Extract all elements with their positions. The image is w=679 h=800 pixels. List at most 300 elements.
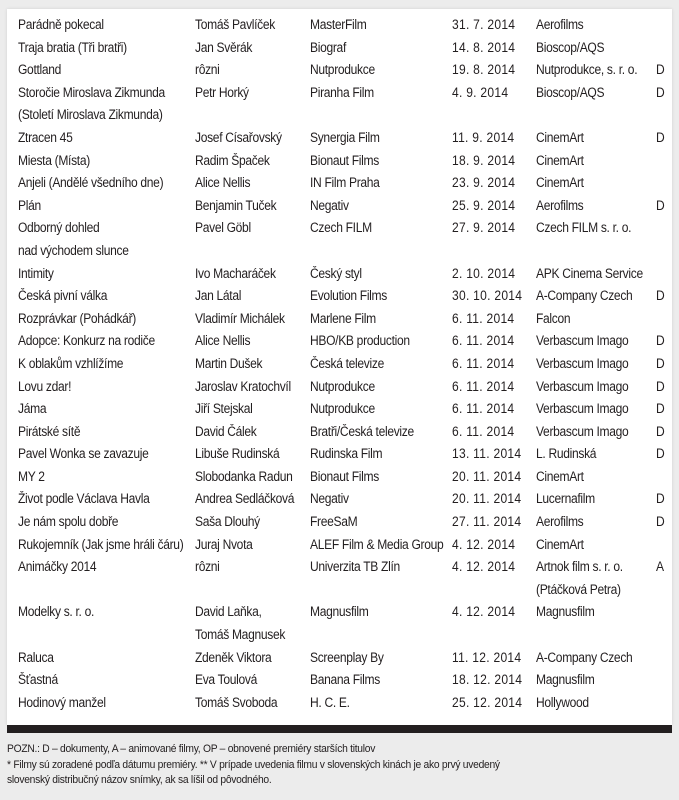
premiere-date: 11. 9. 2014 — [452, 129, 515, 145]
film-producer-cell — [310, 285, 387, 308]
film-director: Tomáš Pavlíček — [195, 17, 275, 32]
film-distributor: Bioscop/AQS — [536, 39, 605, 55]
film-title: K oblakům vzhlížíme — [18, 355, 124, 371]
film-producer-cell — [310, 172, 380, 195]
film-distributor-cell — [536, 150, 584, 173]
film-title-cell — [18, 14, 104, 37]
film-title: Jáma — [18, 401, 47, 417]
premiere-date-cell — [452, 511, 521, 534]
film-title: Intimity — [18, 265, 54, 281]
premiere-date: 13. 11. 2014 — [452, 446, 522, 462]
film-producer-cell — [310, 353, 384, 376]
premiere-date: 14. 8. 2014 — [452, 39, 516, 55]
film-director: Zdeněk Viktora — [195, 649, 272, 665]
table-row — [7, 488, 672, 511]
film-producer: HBO/KB production — [310, 333, 410, 349]
premiere-date-cell — [452, 353, 514, 376]
film-distributor-cell — [536, 195, 583, 218]
film-title-cell — [18, 82, 165, 127]
premiere-date-cell — [452, 59, 515, 82]
film-type: D — [656, 197, 665, 213]
film-title-cell — [18, 692, 106, 715]
table-row — [7, 511, 672, 534]
film-title: MY 2 — [18, 468, 45, 484]
premiere-date: 4. 12. 2014 — [452, 559, 516, 575]
table-row — [7, 466, 672, 489]
film-title: Lovu zdar! — [18, 378, 72, 394]
film-title-cell — [18, 376, 71, 399]
film-producer-cell — [310, 308, 376, 331]
film-title-cell — [18, 556, 96, 579]
film-type-cell — [656, 421, 664, 444]
film-producer-cell — [310, 647, 384, 670]
premiere-date-cell — [452, 150, 515, 173]
film-title: Život podle Václava Havla — [18, 491, 150, 507]
film-title-cell — [18, 263, 54, 286]
film-distributor: APK Cinema Service — [536, 265, 643, 281]
film-title: Je nám spolu dobře — [18, 514, 119, 530]
premiere-date: 6. 11. 2014 — [452, 310, 515, 326]
film-title-cell — [18, 534, 183, 557]
premiere-date-cell — [452, 127, 514, 150]
film-producer: Magnusfilm — [310, 604, 369, 620]
film-director-cell — [195, 308, 285, 331]
table-row — [7, 534, 672, 557]
film-table-panel — [7, 9, 672, 725]
film-title-cell — [18, 669, 58, 692]
film-producer: Negativ — [310, 197, 349, 213]
table-row — [7, 601, 672, 646]
premiere-date: 31. 7. 2014 — [452, 17, 516, 32]
film-title-cell — [18, 150, 90, 173]
film-director-cell — [195, 37, 252, 60]
premiere-date-cell — [452, 466, 521, 489]
film-producer: ALEF Film & Media Group — [310, 536, 444, 552]
table-row — [7, 82, 672, 127]
film-type: D — [656, 62, 665, 78]
film-producer-cell — [310, 556, 400, 579]
table-bottom-bar — [7, 725, 672, 733]
premiere-date: 6. 11. 2014 — [452, 355, 515, 371]
film-producer-cell — [310, 263, 362, 286]
film-type: D — [656, 514, 665, 530]
film-director-cell — [195, 376, 291, 399]
film-director-cell — [195, 511, 260, 534]
film-director-cell — [195, 669, 257, 692]
premiere-date-cell — [452, 330, 514, 353]
premiere-date: 25. 9. 2014 — [452, 197, 516, 213]
premiere-date-cell — [452, 421, 514, 444]
table-row — [7, 195, 672, 218]
table-row — [7, 308, 672, 331]
film-distributor-cell — [536, 601, 594, 624]
film-distributor-cell — [536, 692, 589, 715]
film-producer: Univerzita TB Zlín — [310, 559, 400, 575]
film-director: David Laňka, — [195, 604, 262, 620]
film-type: D — [656, 288, 665, 304]
film-director-cell — [195, 59, 220, 82]
premiere-date-cell — [452, 647, 521, 670]
film-director: Slobodanka Radun — [195, 468, 293, 484]
film-distributor: Verbascum Imago — [536, 401, 629, 417]
film-distributor: Aerofilms — [536, 197, 584, 213]
film-director: Vladimír Michálek — [195, 310, 285, 326]
film-distributor: Bioscop/AQS — [536, 84, 605, 100]
film-type-cell — [656, 398, 664, 421]
film-title-cell — [18, 127, 72, 150]
premiere-date-cell — [452, 37, 515, 60]
film-producer-cell — [310, 488, 349, 511]
film-director: Martin Dušek — [195, 355, 263, 371]
film-distributor-cell — [536, 308, 570, 331]
film-title-cell — [18, 172, 163, 195]
premiere-date-cell — [452, 601, 515, 624]
film-distributor-cell — [536, 443, 596, 466]
premiere-date-cell — [452, 172, 515, 195]
film-distributor: CinemArt — [536, 129, 584, 145]
film-director-cell — [195, 466, 292, 489]
film-distributor-cell — [536, 488, 595, 511]
premiere-date-cell — [452, 14, 515, 37]
film-type: D — [656, 423, 665, 439]
film-table — [7, 14, 672, 714]
footnote-sorting: * Filmy sú zoradené podľa dátumu premiéry. ** V prípade uvedenia filmu v slovenských kinách je ako prvý uvedený — [7, 758, 500, 771]
film-title: Modelky s. r. o. — [18, 604, 95, 620]
film-director-cell — [195, 534, 252, 557]
film-director: Josef Císařovský — [195, 129, 282, 145]
film-distributor-cell — [536, 466, 584, 489]
film-director-cell — [195, 443, 279, 466]
premiere-date: 4. 12. 2014 — [452, 536, 516, 552]
film-director-cell — [195, 421, 257, 444]
film-director: rôzni — [195, 559, 220, 575]
table-row — [7, 37, 672, 60]
film-producer-cell — [310, 82, 374, 105]
film-title: Miesta (Místa) — [18, 152, 90, 168]
film-distributor-cell — [536, 285, 632, 308]
film-distributor: CinemArt — [536, 536, 584, 552]
table-row — [7, 647, 672, 670]
film-director: Benjamin Tuček — [195, 197, 277, 213]
premiere-date: 27. 11. 2014 — [452, 514, 522, 530]
film-director: Libuše Rudinská — [195, 446, 280, 462]
film-title-cell — [18, 285, 107, 308]
film-producer: Česká televize — [310, 355, 384, 371]
table-row — [7, 398, 672, 421]
film-director-cell — [195, 398, 253, 421]
premiere-date: 2. 10. 2014 — [452, 265, 516, 281]
film-director: Jaroslav Kratochvíl — [195, 378, 291, 394]
premiere-date-cell — [452, 195, 515, 218]
film-title: Ztracen 45 — [18, 129, 73, 145]
film-director: Pavel Göbl — [195, 220, 251, 236]
film-distributor-cell — [536, 127, 584, 150]
film-distributor-cell — [536, 421, 628, 444]
film-director: Alice Nellis — [195, 333, 251, 349]
film-director-cell — [195, 150, 270, 173]
premiere-date: 18. 12. 2014 — [452, 672, 523, 688]
film-producer: Český styl — [310, 265, 362, 281]
table-row — [7, 692, 672, 715]
film-distributor-cell — [536, 37, 604, 60]
premiere-date-cell — [452, 488, 521, 511]
film-producer-cell — [310, 601, 368, 624]
film-title: Pavel Wonka se zavazuje — [18, 446, 149, 462]
film-director: Jan Svěrák — [195, 39, 253, 55]
film-type-cell — [656, 556, 664, 579]
film-director-cell — [195, 217, 251, 240]
film-distributor-cell — [536, 14, 583, 37]
table-row — [7, 330, 672, 353]
film-director-cell — [195, 172, 250, 195]
premiere-date: 18. 9. 2014 — [452, 152, 516, 168]
table-row — [7, 263, 672, 286]
film-director: Andrea Sedláčková — [195, 491, 295, 507]
film-producer: FreeSaM — [310, 514, 358, 530]
table-row — [7, 421, 672, 444]
film-distributor-cell — [536, 59, 637, 82]
table-row — [7, 217, 672, 262]
table-row — [7, 443, 672, 466]
film-director: Radim Špaček — [195, 152, 270, 168]
premiere-date-cell — [452, 556, 515, 579]
film-title-cell — [18, 511, 118, 534]
film-director-cell — [195, 601, 285, 646]
film-distributor: CinemArt — [536, 468, 584, 484]
film-title-cell — [18, 443, 149, 466]
premiere-date: 6. 11. 2014 — [452, 378, 515, 394]
film-director: Jan Látal — [195, 288, 242, 304]
film-type: D — [656, 491, 665, 507]
film-type: A — [656, 559, 664, 575]
film-title-cell — [18, 647, 54, 670]
film-producer-cell — [310, 14, 366, 37]
film-director-cell — [195, 82, 249, 105]
premiere-date: 6. 11. 2014 — [452, 423, 515, 439]
film-distributor-cell — [536, 172, 584, 195]
film-producer: Nutprodukce — [310, 378, 375, 394]
film-producer-cell — [310, 150, 379, 173]
film-distributor-cell — [536, 534, 584, 557]
film-distributor: (Ptáčková Petra) — [536, 581, 621, 597]
film-distributor-cell — [536, 511, 583, 534]
premiere-date-cell — [452, 376, 514, 399]
film-distributor: CinemArt — [536, 152, 584, 168]
film-distributor: Falcon — [536, 310, 571, 326]
film-director-cell — [195, 556, 220, 579]
premiere-date: 19. 8. 2014 — [452, 62, 516, 78]
table-row — [7, 14, 672, 37]
film-producer-cell — [310, 330, 410, 353]
footnotes — [7, 742, 619, 789]
film-title: Gottland — [18, 62, 62, 78]
film-type: D — [656, 333, 665, 349]
film-title-cell — [18, 59, 61, 82]
film-producer: Nutprodukce — [310, 62, 375, 78]
film-producer-cell — [310, 195, 349, 218]
film-distributor-cell — [536, 647, 632, 670]
film-director: Tomáš Svoboda — [195, 694, 278, 710]
film-title: Raluca — [18, 649, 54, 665]
film-distributor: Aerofilms — [536, 514, 584, 530]
premiere-date-cell — [452, 692, 522, 715]
film-distributor: Czech FILM s. r. o. — [536, 220, 632, 236]
film-producer-cell — [310, 37, 346, 60]
film-distributor: Verbascum Imago — [536, 423, 629, 439]
film-distributor: A-Company Czech — [536, 649, 633, 665]
film-title: Rukojemník (Jak jsme hráli čáru) — [18, 536, 184, 552]
film-producer-cell — [310, 669, 380, 692]
table-row — [7, 172, 672, 195]
premiere-date: 4. 9. 2014 — [452, 84, 509, 100]
film-title: Šťastná — [18, 672, 58, 688]
film-title: Traja bratia (Tři bratři) — [18, 39, 127, 55]
film-producer-cell — [310, 692, 350, 715]
film-type-cell — [656, 376, 664, 399]
film-type: D — [656, 84, 665, 100]
film-producer: Bratři/Česká televize — [310, 423, 414, 439]
film-producer: Biograf — [310, 39, 346, 55]
film-distributor-cell — [536, 556, 623, 601]
film-distributor: Nutprodukce, s. r. o. — [536, 62, 638, 78]
film-type-cell — [656, 330, 664, 353]
film-producer: Evolution Films — [310, 288, 387, 304]
film-director: Eva Toulová — [195, 672, 257, 688]
film-distributor-cell — [536, 330, 628, 353]
film-type-cell — [656, 353, 664, 376]
film-distributor: A-Company Czech — [536, 288, 633, 304]
film-producer-cell — [310, 534, 443, 557]
premiere-date: 23. 9. 2014 — [452, 175, 516, 191]
film-type: D — [656, 446, 665, 462]
premiere-date: 20. 11. 2014 — [452, 468, 522, 484]
film-title: Adopce: Konkurz na rodiče — [18, 333, 155, 349]
film-distributor-cell — [536, 217, 631, 240]
footnote-legend: POZN.: D – dokumenty, A – animované filmy, OP – obnovené premiéry starších titulov — [7, 743, 376, 755]
film-title-cell — [18, 421, 80, 444]
premiere-date-cell — [452, 263, 515, 286]
film-distributor-cell — [536, 82, 604, 105]
film-director-cell — [195, 353, 262, 376]
film-distributor-cell — [536, 353, 628, 376]
film-producer: Synergia Film — [310, 129, 380, 145]
film-director: rôzni — [195, 62, 220, 78]
film-producer: Banana Films — [310, 672, 380, 688]
film-title: Odborný dohled — [18, 220, 100, 236]
film-director: Juraj Nvota — [195, 536, 253, 552]
film-producer: MasterFilm — [310, 17, 367, 32]
film-distributor-cell — [536, 669, 594, 692]
table-row — [7, 127, 672, 150]
table-row — [7, 353, 672, 376]
table-row — [7, 376, 672, 399]
film-producer: Piranha Film — [310, 84, 374, 100]
film-producer: Negativ — [310, 491, 349, 507]
table-row — [7, 150, 672, 173]
film-distributor: Verbascum Imago — [536, 355, 629, 371]
premiere-date-cell — [452, 398, 514, 421]
film-title-cell — [18, 488, 149, 511]
film-type: D — [656, 401, 665, 417]
premiere-date-cell — [452, 443, 521, 466]
film-producer-cell — [310, 59, 375, 82]
film-director-cell — [195, 285, 241, 308]
premiere-date: 27. 9. 2014 — [452, 220, 516, 236]
film-distributor-cell — [536, 376, 628, 399]
film-producer: Rudinska Film — [310, 446, 383, 462]
film-producer: Nutprodukce — [310, 401, 375, 417]
film-director-cell — [195, 14, 275, 37]
premiere-date: 4. 12. 2014 — [452, 604, 516, 620]
film-producer: Bionaut Films — [310, 152, 379, 168]
film-director-cell — [195, 330, 250, 353]
film-title: Parádně pokecal — [18, 17, 104, 32]
premiere-date-cell — [452, 285, 522, 308]
film-director-cell — [195, 647, 271, 670]
film-director-cell — [195, 263, 276, 286]
premiere-date-cell — [452, 308, 514, 331]
film-title: nad východem slunce — [18, 242, 129, 258]
film-title-cell — [18, 601, 94, 624]
footnote-sorting-cont: slovenský distribučný názov snímky, ak sa líšil od pôvodného. — [7, 774, 272, 787]
film-distributor: Verbascum Imago — [536, 333, 629, 349]
film-distributor: L. Rudinská — [536, 446, 597, 462]
film-producer-cell — [310, 127, 380, 150]
film-type-cell — [656, 511, 664, 534]
film-director: David Čálek — [195, 423, 257, 439]
film-producer-cell — [310, 217, 372, 240]
premiere-date: 6. 11. 2014 — [452, 401, 515, 417]
film-producer: H. C. E. — [310, 694, 350, 710]
film-title: Hodinový manžel — [18, 694, 106, 710]
film-type-cell — [656, 127, 664, 150]
film-title-cell — [18, 217, 129, 262]
film-title-cell — [18, 308, 136, 331]
film-distributor: Magnusfilm — [536, 604, 595, 620]
premiere-date: 11. 12. 2014 — [452, 649, 522, 665]
film-producer: Czech FILM — [310, 220, 372, 236]
film-distributor-cell — [536, 263, 643, 286]
film-distributor: Verbascum Imago — [536, 378, 629, 394]
film-type-cell — [656, 82, 664, 105]
film-title: Rozprávkar (Pohádkář) — [18, 310, 136, 326]
film-type: D — [656, 355, 665, 371]
film-producer: Marlene Film — [310, 310, 376, 326]
film-title-cell — [18, 353, 123, 376]
film-producer-cell — [310, 443, 382, 466]
premiere-date-cell — [452, 82, 508, 105]
film-title-cell — [18, 398, 46, 421]
film-title-cell — [18, 195, 41, 218]
film-director-cell — [195, 127, 282, 150]
premiere-date: 30. 10. 2014 — [452, 288, 523, 304]
film-director: Jiří Stejskal — [195, 401, 253, 417]
film-type-cell — [656, 443, 664, 466]
film-distributor-cell — [536, 398, 628, 421]
film-producer-cell — [310, 421, 414, 444]
film-director: Tomáš Magnusek — [195, 627, 286, 643]
film-director-cell — [195, 195, 276, 218]
film-distributor: CinemArt — [536, 175, 584, 191]
film-producer-cell — [310, 511, 357, 534]
premiere-date: 25. 12. 2014 — [452, 694, 523, 710]
film-producer: Screenplay By — [310, 649, 384, 665]
premiere-date: 6. 11. 2014 — [452, 333, 515, 349]
premiere-date-cell — [452, 217, 515, 240]
film-director-cell — [195, 488, 294, 511]
film-title: (Století Miroslava Zikmunda) — [18, 107, 163, 123]
film-distributor: Hollywood — [536, 694, 589, 710]
